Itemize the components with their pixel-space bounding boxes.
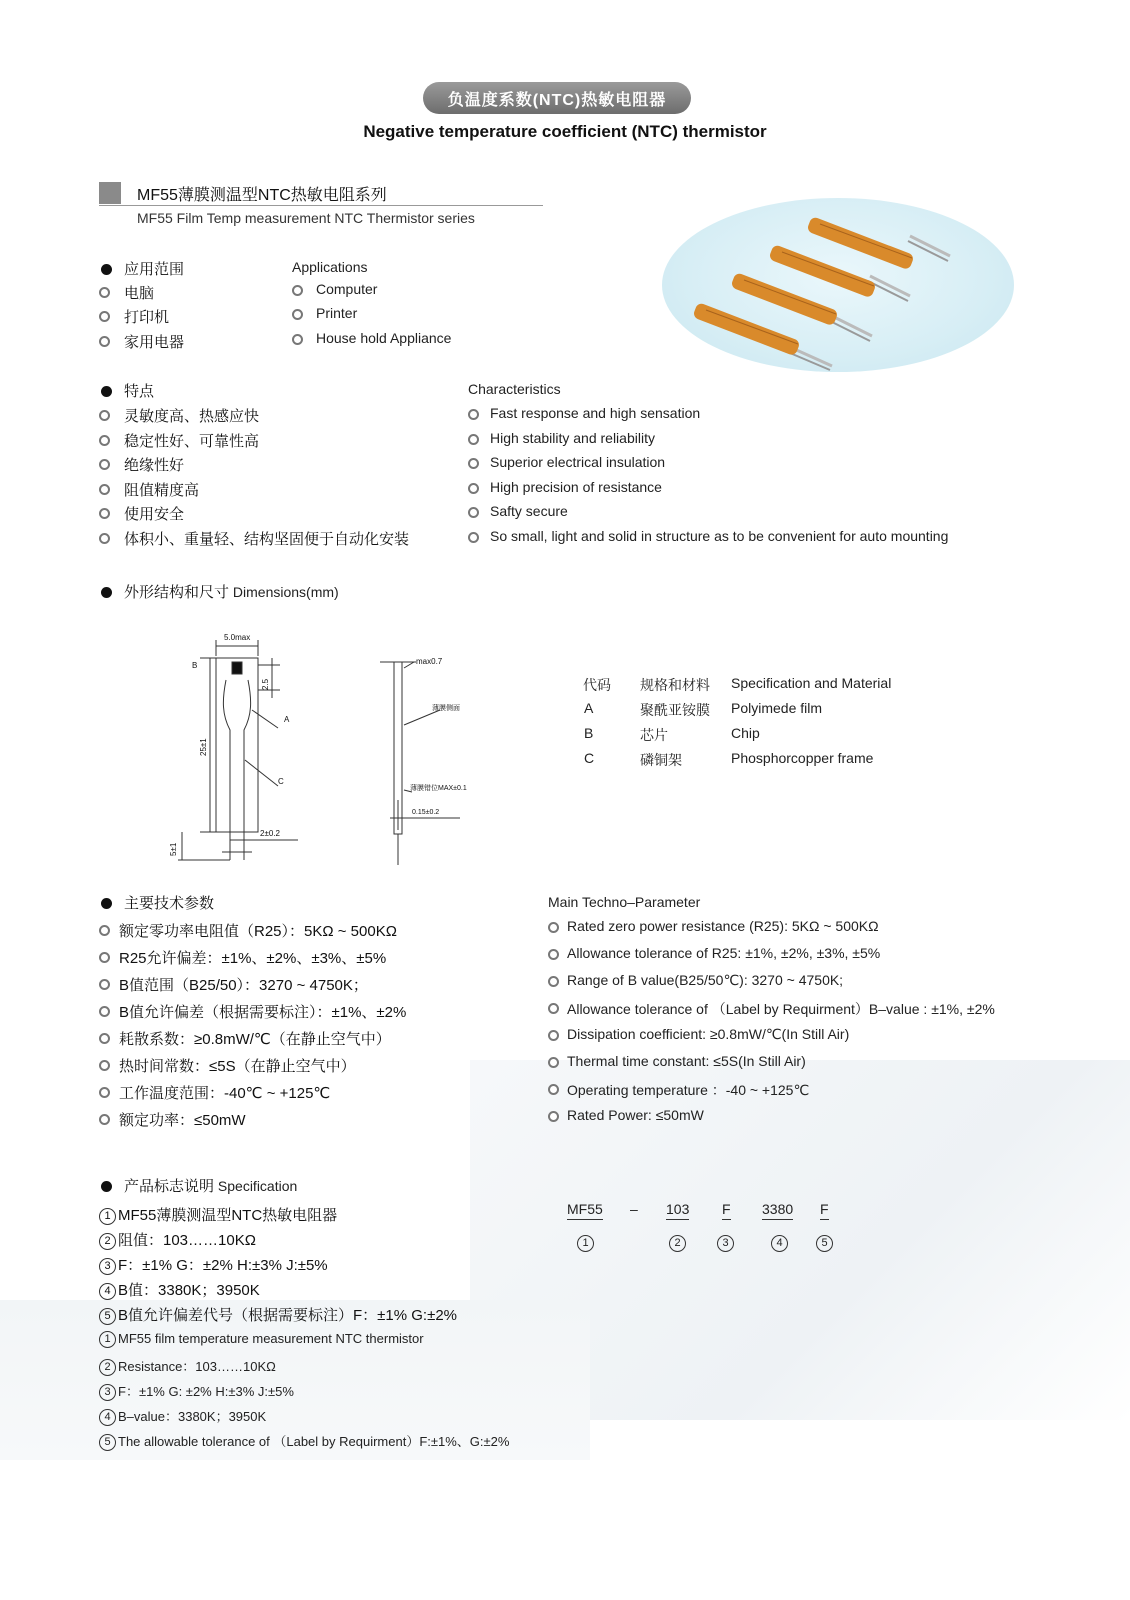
dim-label-width: 5.0max <box>224 633 251 642</box>
dim-label-film-position: 薄膜错位MAX±0.1 <box>410 785 467 792</box>
dimension-drawing <box>160 620 510 870</box>
spec-code-part: F <box>820 1201 829 1220</box>
materials-spec-en: Polyimede film <box>731 700 823 716</box>
spec-code-separator: – <box>630 1201 638 1217</box>
dim-label-c: C <box>278 777 284 786</box>
series-underline <box>99 205 543 206</box>
ring-bullet-icon <box>99 1114 110 1125</box>
spec-item-en: 1 MF55 film temperature measurement NTC thermistor <box>99 1331 424 1348</box>
dimensions-title <box>124 581 339 602</box>
characteristic-item-cn: 稳定性好、可靠性高 <box>124 433 260 450</box>
ring-bullet-icon <box>292 334 303 345</box>
ring-bullet-icon <box>468 434 479 445</box>
bullet-icon <box>101 1181 112 1192</box>
param-item-en: Allowance tolerance of R25: ±1%, ±2%, ±3%, ±5% <box>567 945 881 961</box>
spec-item-cn: 2 阻值：103……10KΩ <box>99 1229 256 1250</box>
materials-code: B <box>584 725 594 741</box>
ring-bullet-icon <box>548 1030 559 1041</box>
ring-bullet-icon <box>99 952 110 963</box>
dim-label-pitch: 2±0.2 <box>260 829 280 838</box>
application-item-en: House hold Appliance <box>316 330 452 346</box>
bullet-icon <box>101 264 112 275</box>
ring-bullet-icon <box>99 484 110 495</box>
dimensions-title-en: Dimensions(mm) <box>232 584 339 600</box>
characteristic-item-en: High stability and reliability <box>490 430 655 446</box>
spec-code-number: 4 <box>771 1234 790 1252</box>
spec-item-cn: 1 MF55薄膜测温型NTC热敏电阻器 <box>99 1204 337 1225</box>
param-item-cn: 耗散系数：≥0.8mW/℃（在静止空气中） <box>119 1031 391 1048</box>
application-item-cn: 打印机 <box>124 309 170 326</box>
characteristic-item-cn: 体积小、重量轻、结构坚固便于自动化安装 <box>124 531 410 548</box>
application-item-cn: 电脑 <box>124 285 155 302</box>
page-title: Negative temperature coefficient (NTC) thermistor <box>363 122 767 141</box>
param-item-cn: B值允许偏差（根据需要标注）：±1%、±2% <box>119 1004 407 1021</box>
dim-label-a: A <box>284 715 290 724</box>
ring-bullet-icon <box>99 287 110 298</box>
spec-code-part: F <box>722 1201 731 1220</box>
ring-bullet-icon <box>99 1087 110 1098</box>
spec-item-cn: 5 B值允许偏差代号（根据需要标注）F：±1% G:±2% <box>99 1304 457 1325</box>
spec-title <box>124 1175 297 1196</box>
ring-bullet-icon <box>99 1033 110 1044</box>
param-item-cn: 额定功率：≤50mW <box>119 1112 246 1129</box>
ring-bullet-icon <box>548 949 559 960</box>
ring-bullet-icon <box>99 925 110 936</box>
materials-spec-cn: 芯片 <box>640 727 668 743</box>
series-title-cn: MF55薄膜测温型NTC热敏电阻系列 <box>137 187 387 204</box>
param-item-cn: 额定零功率电阻值（R25）：5KΩ ~ 500KΩ <box>119 923 397 940</box>
characteristic-item-en: High precision of resistance <box>490 479 662 495</box>
front-view <box>178 640 298 860</box>
materials-spec-en: Chip <box>731 725 760 741</box>
spec-item-en: 3 F：±1% G: ±2% H:±3% J:±5% <box>99 1381 294 1401</box>
dim-label-max07: max0.7 <box>416 657 443 666</box>
bullet-icon <box>101 386 112 397</box>
param-item-en: Dissipation coefficient: ≥0.8mW/℃(In Still Air) <box>567 1026 850 1042</box>
ring-bullet-icon <box>548 1003 559 1014</box>
thermistor-sensor <box>806 216 950 270</box>
ring-bullet-icon <box>548 922 559 933</box>
characteristics-title-cn: 特点 <box>124 383 155 400</box>
series-title-en: MF55 Film Temp measurement NTC Thermistor series <box>137 210 475 226</box>
params-title-cn: 主要技术参数 <box>124 895 215 912</box>
ring-bullet-icon <box>548 1057 559 1068</box>
bullet-icon <box>101 898 112 909</box>
characteristics-title-en: Characteristics <box>468 381 561 397</box>
spec-code-part: 3380 <box>762 1201 793 1220</box>
application-item-en: Printer <box>316 305 358 321</box>
characteristic-item-cn: 阻值精度高 <box>124 482 200 499</box>
ring-bullet-icon <box>292 285 303 296</box>
ring-bullet-icon <box>99 1060 110 1071</box>
spec-title-en: Specification <box>217 1178 298 1194</box>
ring-bullet-icon <box>99 435 110 446</box>
ring-bullet-icon <box>99 508 110 519</box>
materials-spec-en: Phosphorcopper frame <box>731 750 874 766</box>
materials-header-code: 代码 <box>583 677 611 693</box>
ring-bullet-icon <box>99 459 110 470</box>
ring-bullet-icon <box>468 507 479 518</box>
side-view <box>380 662 460 865</box>
dim-label-film-side: 薄膜侧面 <box>432 705 460 712</box>
param-item-en: Operating temperature ：-40 ~ +125℃ <box>567 1082 810 1098</box>
ring-bullet-icon <box>468 532 479 543</box>
param-item-cn: 工作温度范围：-40℃ ~ +125℃ <box>119 1085 331 1102</box>
product-image <box>662 198 1014 372</box>
ring-bullet-icon <box>468 409 479 420</box>
ring-bullet-icon <box>548 1111 559 1122</box>
characteristic-item-en: So small, light and solid in structure as to be convenient for auto mounting <box>490 528 949 544</box>
ring-bullet-icon <box>99 1006 110 1017</box>
characteristic-item-en: Safty secure <box>490 503 568 519</box>
spec-code-number: 1 <box>577 1234 596 1252</box>
dim-label-lead: 5±1 <box>169 842 178 856</box>
characteristic-item-cn: 使用安全 <box>124 506 185 523</box>
spec-code-number: 3 <box>717 1234 736 1252</box>
spec-item-cn: 4 B值：3380K；3950K <box>99 1279 260 1300</box>
spec-code-part: MF55 <box>567 1201 603 1220</box>
dim-label-h25: 2.5 <box>261 678 270 690</box>
bullet-icon <box>101 587 112 598</box>
params-title-en: Main Techno–Parameter <box>548 894 701 910</box>
materials-spec-cn: 聚酰亚铵膜 <box>640 702 710 718</box>
dimensions-title-cn: 外形结构和尺寸 <box>124 584 230 601</box>
characteristic-item-cn: 灵敏度高、热感应快 <box>124 408 260 425</box>
param-item-en: Rated zero power resistance (R25): 5KΩ ~ 500KΩ <box>567 918 879 934</box>
characteristic-item-en: Fast response and high sensation <box>490 405 701 421</box>
spec-code-number: 5 <box>816 1234 835 1252</box>
materials-code: C <box>584 750 595 766</box>
param-item-cn: 热时间常数：≤5S（在静止空气中） <box>119 1058 356 1075</box>
materials-spec-cn: 磷铜架 <box>640 752 682 768</box>
ring-bullet-icon <box>292 309 303 320</box>
spec-code-number: 2 <box>669 1234 688 1252</box>
characteristic-item-cn: 绝缘性好 <box>124 457 185 474</box>
param-item-en: Range of B value(B25/50℃): 3270 ~ 4750K; <box>567 972 844 988</box>
param-item-cn: B值范围（B25/50）：3270 ~ 4750K； <box>119 977 368 994</box>
applications-title-cn: 应用范围 <box>124 261 185 278</box>
materials-header-spec-en: Specification and Material <box>731 675 892 691</box>
materials-code: A <box>584 700 594 716</box>
ring-bullet-icon <box>548 976 559 987</box>
ring-bullet-icon <box>99 410 110 421</box>
spec-code-part: 103 <box>666 1201 689 1220</box>
ring-bullet-icon <box>99 979 110 990</box>
dim-label-length: 25±1 <box>199 738 208 756</box>
ring-bullet-icon <box>99 533 110 544</box>
spec-item-en: 2 Resistance：103……10KΩ <box>99 1356 276 1376</box>
ring-bullet-icon <box>99 311 110 322</box>
spec-item-en: 4 B–value：3380K；3950K <box>99 1406 266 1426</box>
series-marker <box>99 182 121 204</box>
ring-bullet-icon <box>468 458 479 469</box>
materials-header-spec-cn: 规格和材料 <box>640 677 710 693</box>
ring-bullet-icon <box>548 1084 559 1095</box>
spec-item-cn: 3 F：±1% G：±2% H:±3% J:±5% <box>99 1254 328 1275</box>
param-item-cn: R25允许偏差：±1%、±2%、±3%、±5% <box>119 950 387 967</box>
ring-bullet-icon <box>99 336 110 347</box>
param-item-en: Rated Power: ≤50mW <box>567 1107 704 1123</box>
application-item-en: Computer <box>316 281 378 297</box>
dim-label-thickness: 0.15±0.2 <box>412 809 440 816</box>
param-item-en: Thermal time constant: ≤5S(In Still Air) <box>567 1053 806 1069</box>
characteristic-item-en: Superior electrical insulation <box>490 454 666 470</box>
spec-title-cn: 产品标志说明 <box>124 1178 215 1195</box>
header-pill: 负温度系数(NTC)热敏电阻器 <box>423 82 691 114</box>
application-item-cn: 家用电器 <box>124 334 185 351</box>
ring-bullet-icon <box>468 483 479 494</box>
applications-title-en: Applications <box>292 259 368 275</box>
spec-item-en: 5 The allowable tolerance of （Label by Requirment）F:±1%、G:±2% <box>99 1431 509 1451</box>
dim-label-b: B <box>192 661 198 670</box>
param-item-en: Allowance tolerance of （Label by Requirment）B–value : ±1%, ±2% <box>567 1001 995 1017</box>
